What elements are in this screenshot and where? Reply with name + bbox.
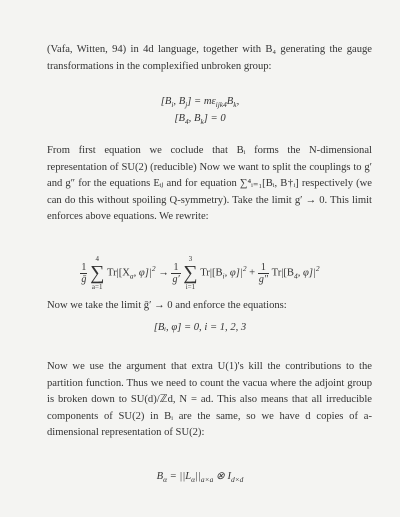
paragraph-take-limit: Now we take the limit ḡ′ → 0 and enforce the equations: [47, 300, 287, 311]
sum-over-a: 4 ∑ a=1 [90, 255, 105, 291]
fraction-1-over-gdoubleprime: $\frac{1}{g''}$ [258, 261, 268, 285]
paragraph-vacua-count: Now we use the argument that extra U(1)'s kill the contributions to the partition function. Thus we need to count the vacua where the adjoint group is broken down to SU(d)/ℤd, N = ad. This also means that all irreducible components of SU(2) in Bᵢ are the same, so we have d copies of a-dimensional representation of SU(2): [47, 361, 372, 438]
paragraph-limit-discussion: From first equation we coclude that Bᵢ forms the N-dimensional representation of SU(2) (reducible) Now we want to split the couplings to g′ and g″ for the equations Eᵢⱼ and for equation ∑⁴ᵢ₌₁[Bᵢ, B†ᵢ] respectively (we can do this without spoiling Q-symmetry). Take the limit g′ → 0. This limit enforces above equations. We rewrite: [47, 145, 372, 222]
fraction-1-over-gbar: $\frac{1}{\text{ḡ}}$ [81, 261, 87, 285]
equation-b-alpha-decomposition: $B_\alpha = ||L_\alpha||_{a\times a}$ ⊗ $I_{d\times d}$ [156, 471, 244, 485]
equation-commutator-b4: [$B_4$, $B_k] = 0$ [174, 113, 226, 127]
equation-commutator-bij: [$B_i$, $B_j] = m\varepsilon_{ijk4}B_k$, [160, 96, 240, 110]
fraction-1-over-gprime: $\frac{1}{g'}$ [172, 261, 180, 285]
equation-bi-phi-zero: [Bᵢ, φ] = 0, i = 1, 2, 3 [153, 322, 247, 333]
paragraph-intro: (Vafa, Witten, 94) in 4d language, together with B₄ generating the gauge transformations in the complexified unbroken group: [47, 44, 372, 72]
sum-over-i: 3 ∑ i=1 [183, 255, 198, 291]
equation-action-limit: $\frac{1}{\text{ḡ}}$ 4 ∑ a=1 $Tr|[X_a$, $\varphi]|^2$ → $\frac{1}{g'}$ 3 ∑ i=1 $Tr|[B_i$, $\varphi]|^2$ + $\frac{1}{g''}$ $Tr|[B_4$, $\varphi]|^2$ [81, 255, 320, 291]
